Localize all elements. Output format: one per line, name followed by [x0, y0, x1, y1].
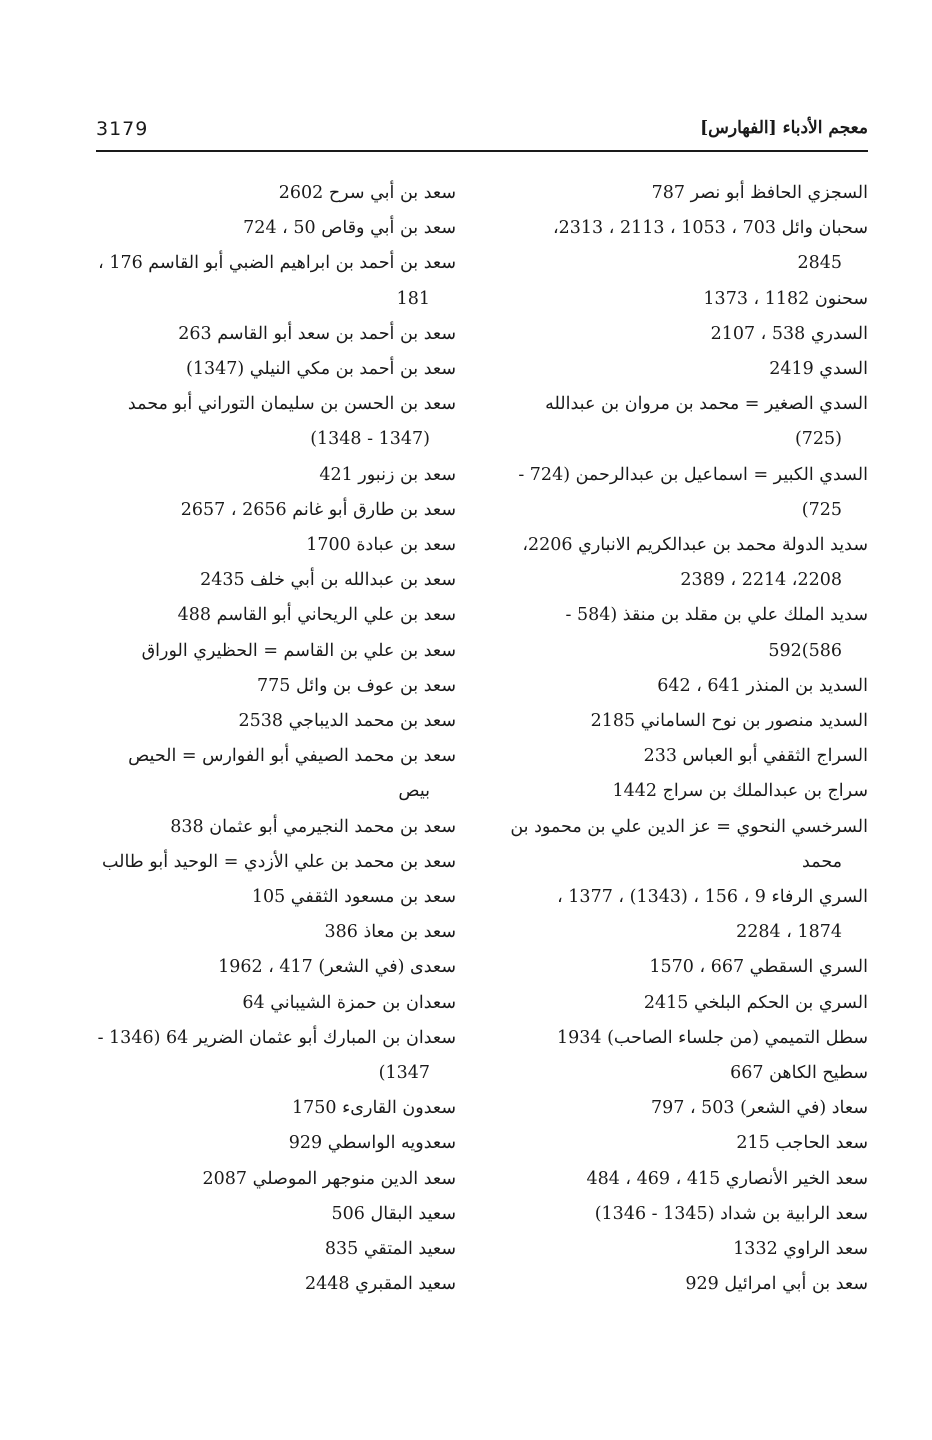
index-entry: سعد بن أبي سرح 2602	[278, 183, 456, 203]
index-entry: سعد بن مسعود الثقفي 105	[251, 887, 456, 908]
index-entry: سعد بن زنبور 421	[319, 464, 456, 485]
index-entry: السديد بن المنذر 641 ، 642	[657, 675, 868, 696]
index-entry: سعد الدين منوجهر الموصلي 2087	[202, 1168, 456, 1189]
index-column-right	[508, 176, 868, 1303]
index-entry: سعدويه الواسطي 929	[288, 1133, 456, 1154]
index-entry: سديد الدولة محمد بن عبدالكريم الانباري 2206، 2208، 2214 ، 2389	[522, 535, 868, 591]
index-entry: السدي الكبير = اسماعيل بن عبدالرحمن (724 - 725)	[518, 464, 868, 520]
index-entry: سعد بن عبادة 1700	[306, 535, 456, 556]
index-column-left	[96, 176, 456, 1303]
index-entry: سعد الخير الأنصاري 415 ، 469 ، 484	[586, 1168, 868, 1189]
index-entry: سعدان بن المبارك أبو عثمان الضرير 64 (1346 - 1347)	[97, 1027, 456, 1084]
index-entry: سعد بن أحمد بن سعد أبو القاسم 263	[178, 323, 456, 344]
index-entry: سعد بن محمد الديباجي 2538	[238, 711, 456, 732]
index-entry: سعدى (في الشعر) 417 ، 1962	[218, 957, 456, 978]
index-entry: سعيد البقال 506	[331, 1203, 456, 1224]
index-entry: سعيد المقبري 2448	[304, 1274, 456, 1295]
index-entry: سراج بن عبدالملك بن سراج 1442	[612, 781, 868, 802]
index-entry: السري السقطي 667 ، 1570	[649, 957, 868, 978]
index-entry: السجزي الحافظ أبو نصر 787	[651, 183, 868, 203]
index-entry: سعيد المتقي 835	[324, 1239, 456, 1260]
index-entry: سعد بن محمد النجيرمي أبو عثمان 838	[170, 816, 456, 837]
index-entry: سحنون 1182 ، 1373	[703, 288, 868, 309]
index-entry: سديد الملك علي بن مقلد بن منقذ (584 - 586)592	[565, 605, 868, 661]
index-entry: سعاد (في الشعر) 503 ، 797	[650, 1098, 868, 1119]
index-entry: السرخسي النحوي = عز الدين علي بن محمود بن محمد	[510, 816, 868, 872]
index-entry: سطيح الكاهن 667	[730, 1063, 868, 1084]
header-rule	[96, 150, 868, 152]
index-entry: سعد الرابية بن شداد (1345 - 1346)	[594, 1203, 868, 1224]
index-entry: سعد بن علي الريحاني أبو القاسم 488	[177, 605, 456, 626]
index-entry: السديد منصور بن نوح الساماني 2185	[590, 711, 868, 732]
index-entry: سعدان بن حمزة الشيباني 64	[242, 992, 456, 1013]
index-entry: سعد الراوي 1332	[733, 1239, 868, 1260]
index-entry: السدي 2419	[769, 359, 868, 380]
index-entry: السدي الصغير = محمد بن مروان بن عبدالله (725)	[545, 394, 868, 450]
page-number: 3179	[96, 118, 149, 140]
index-entry: سعد بن محمد بن علي الأزدي = الوحيد أبو طالب	[101, 851, 456, 872]
index-entry: سعد بن عوف بن وائل 775	[257, 675, 456, 696]
index-entry: سعد بن معاذ 386	[324, 922, 456, 943]
index-entry: سعد بن علي بن القاسم = الحظيري الوراق	[141, 640, 456, 661]
index-entry: السراج الثقفي أبو العباس 233	[643, 746, 868, 767]
index-entry: السري الرفاء 9 ، 156 ، (1343) ، 1377 ، 1874 ، 2284	[557, 887, 868, 943]
index-entry: سعد بن الحسن بن سليمان التوراني أبو محمد (1347 - 1348)	[127, 394, 456, 450]
page-header	[96, 118, 868, 148]
index-entry: سعد بن محمد الصيفي أبو الفوارس = الحيص بيص	[128, 746, 456, 802]
index-entry: سعد بن عبدالله بن أبي خلف 2435	[200, 570, 456, 591]
index-entry: سعدون القارىء 1750	[291, 1098, 456, 1119]
running-title: معجم الأدباء [الفهارس]	[700, 118, 868, 138]
index-entry: سطل التميمي (من جلساء الصاحب) 1934	[556, 1027, 868, 1048]
index-entry: السري بن الحكم البلخي 2415	[643, 992, 868, 1013]
index-entry: سعد بن طارق أبو غانم 2656 ، 2657	[180, 499, 456, 520]
index-entry: سعد بن أبي وقاص 50 ، 724	[243, 218, 456, 239]
index-entry: سحبان وائل 703 ، 1053 ، 2113 ، 2313، 2845	[552, 218, 868, 274]
index-entry: سعد بن أبي امرائيل 929	[685, 1274, 868, 1295]
index-entry: السدري 538 ، 2107	[710, 323, 868, 344]
index-entry: سعد بن أحمد بن مكي النيلي (1347)	[186, 359, 456, 380]
index-entry: سعد الحاجب 215	[736, 1133, 868, 1154]
index-entry: سعد بن أحمد بن ابراهيم الضبي أبو القاسم 176 ، 181	[98, 253, 456, 309]
